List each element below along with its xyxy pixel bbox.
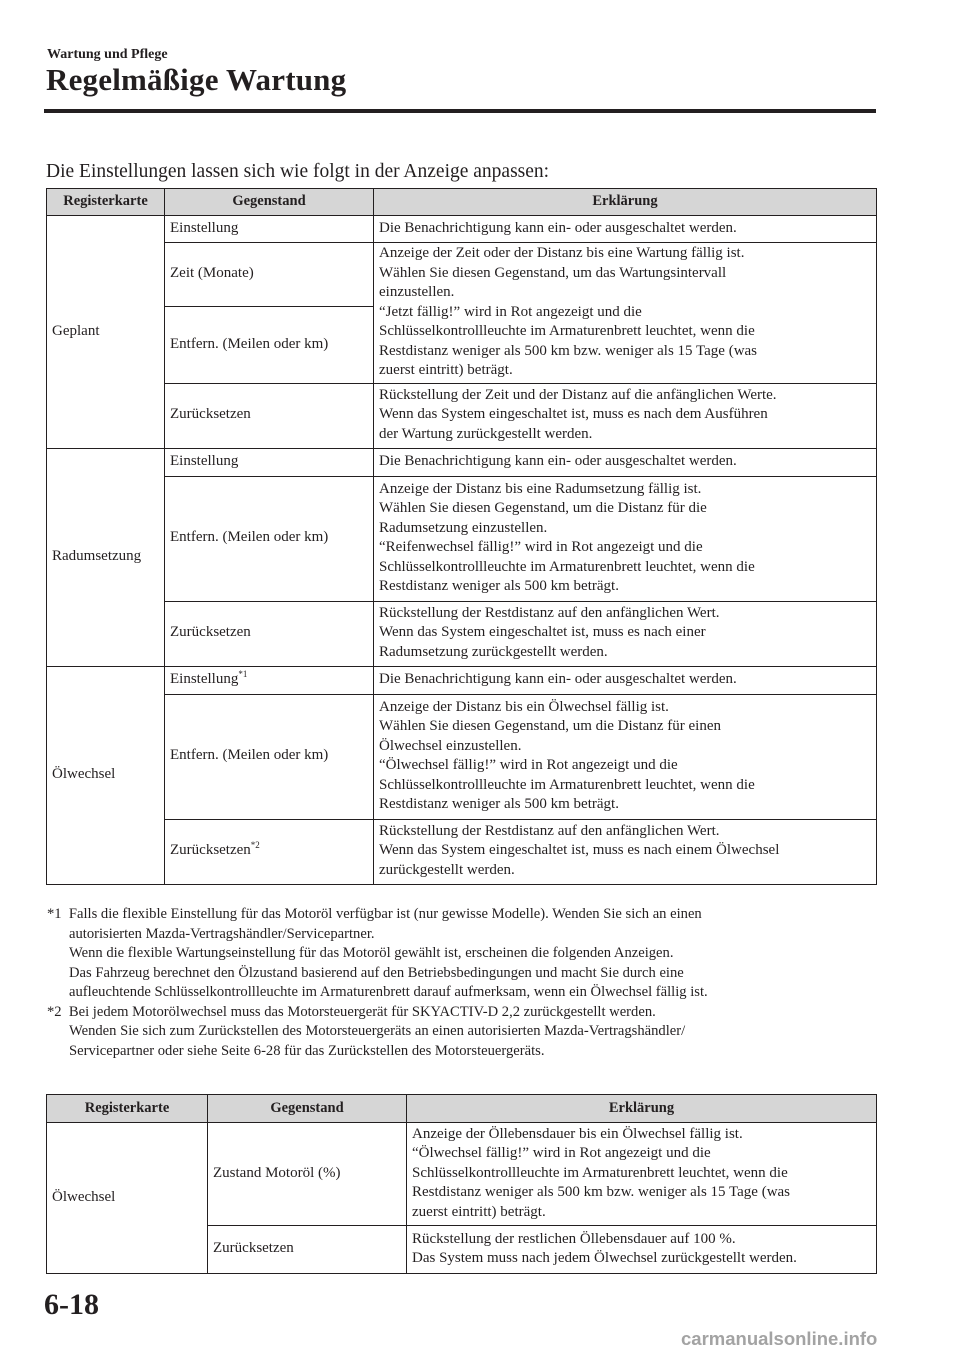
item-cell: Zeit (Monate) — [165, 243, 374, 307]
table-row — [47, 448, 877, 476]
category-cell: Geplant — [47, 216, 165, 449]
item-label: Zurücksetzen — [170, 842, 251, 859]
header-registerkarte: Registerkarte — [47, 189, 165, 216]
item-cell: Entfern. (Meilen oder km) — [165, 694, 374, 819]
footnote-marker: *2 — [250, 840, 260, 851]
footnote-marker: *1 — [238, 668, 248, 679]
footnote-line: Servicepartner oder siehe Seite 6-28 für das Zurückstellen des Motorsteuergeräts. — [69, 1042, 545, 1059]
table-row — [47, 819, 877, 884]
explanation-cell: Rückstellung der Restdistanz auf den anfänglichen Wert. Wenn das System eingeschaltet ist, muss es nach einer Radumsetzung zurückgestellt werden. — [374, 601, 877, 666]
footnote-mark: *1 — [47, 906, 62, 922]
page-title: Regelmäßige Wartung — [46, 62, 347, 97]
category-cell: Radumsetzung — [47, 448, 165, 666]
footnote-line: Wenden Sie sich zum Zurückstellen des Motorsteuergeräts an einen autorisierten Mazda-Vertragshändler/ — [69, 1023, 686, 1039]
category-cell: Ölwechsel — [47, 1123, 208, 1274]
intro-text: Die Einstellungen lassen sich wie folgt in der Anzeige anpassen: — [46, 161, 550, 182]
explanation-cell: Anzeige der Distanz bis eine Radumsetzung fällig ist. Wählen Sie diesen Gegenstand, um die Distanz für die Radumsetzung einzustellen. “Reifenwechsel fällig!” wird in Rot angezeigt und die Schlüsselkontrollleuchte im Armaturenbrett leuchtet, wenn die Restdistanz weniger als 500 km beträgt. — [374, 476, 877, 601]
table-row — [47, 383, 877, 448]
table-row — [47, 476, 877, 601]
table-row — [47, 601, 877, 666]
item-cell: Entfern. (Meilen oder km) — [165, 476, 374, 601]
table-row — [47, 666, 877, 694]
footnote-line: Das Fahrzeug berechnet den Ölzustand basierend auf den Betriebsbedingungen und macht Sie durch eine — [69, 964, 684, 981]
item-label: Einstellung — [170, 670, 239, 687]
table-row — [47, 216, 877, 243]
explanation-cell: Die Benachrichtigung kann ein- oder ausgeschaltet werden. — [374, 216, 877, 243]
item-cell: Zurücksetzen — [208, 1226, 407, 1274]
item-cell: Zustand Motoröl (%) — [208, 1123, 407, 1226]
footnote-line: autorisierten Mazda-Vertragshändler/Servicepartner. — [69, 925, 375, 942]
title-rule — [44, 109, 876, 113]
page-number: 6-18 — [44, 1288, 99, 1321]
footnote-line: *1 Falls die flexible Einstellung für das Motoröl verfügbar ist (nur gewisse Modelle). Wenden Sie sich an einen — [47, 906, 702, 922]
header-registerkarte: Registerkarte — [47, 1095, 208, 1123]
settings-table — [46, 188, 877, 885]
watermark: carmanualsonline.info — [681, 1328, 878, 1349]
item-cell: Einstellung — [165, 448, 374, 476]
footnote-line: aufleuchtende Schlüsselkontrollleuchte im Armaturenbrett darauf aufmerksam, wenn ein Ölwechsel fällig ist. — [69, 984, 708, 1000]
table-header-row — [47, 1095, 877, 1123]
category-cell: Ölwechsel — [47, 666, 165, 884]
footnote-line: *2 Bei jedem Motorölwechsel muss das Motorsteuergerät für SKYACTIV-D 2,2 zurückgestellt werden. — [47, 1003, 656, 1020]
table-row — [47, 243, 877, 307]
header-erklaerung: Erklärung — [374, 189, 877, 216]
item-cell — [165, 819, 374, 884]
explanation-cell: Rückstellung der restlichen Öllebensdauer auf 100 %. Das System muss nach jedem Ölwechsel zurückgestellt werden. — [407, 1226, 877, 1274]
explanation-cell: Die Benachrichtigung kann ein- oder ausgeschaltet werden. — [374, 448, 877, 476]
section-label: Wartung und Pflege — [47, 47, 168, 62]
footnotes — [47, 905, 873, 1061]
table-header-row — [47, 189, 877, 216]
explanation-cell: Anzeige der Zeit oder der Distanz bis eine Wartung fällig ist. Wählen Sie diesen Gegenstand, um das Wartungsintervall einzustellen. “Jetzt fällig!” wird in Rot angezeigt und die Schlüsselkontrollleuchte im Armaturenbrett leuchtet, wenn die Restdistanz weniger als 500 km bzw. weniger als 15 Tage (was zuerst eintritt) beträgt. — [374, 243, 877, 384]
header-gegenstand: Gegenstand — [208, 1095, 407, 1123]
oil-life-table — [46, 1094, 877, 1274]
explanation-cell: Die Benachrichtigung kann ein- oder ausgeschaltet werden. — [374, 666, 877, 694]
footnote-line: Wenn die flexible Wartungseinstellung für das Motoröl gewählt ist, erscheinen die folgenden Anzeigen. — [69, 945, 674, 961]
header-gegenstand: Gegenstand — [165, 189, 374, 216]
item-cell: Einstellung — [165, 216, 374, 243]
footnote-mark: *2 — [47, 1003, 62, 1020]
table-row — [47, 1123, 877, 1226]
table-row — [47, 694, 877, 819]
item-cell: Zurücksetzen — [165, 601, 374, 666]
item-cell: Entfern. (Meilen oder km) — [165, 307, 374, 383]
explanation-cell: Rückstellung der Zeit und der Distanz auf die anfänglichen Werte. Wenn das System eingeschaltet ist, muss es nach dem Ausführen der Wartung zurückgestellt werden. — [374, 383, 877, 448]
header-erklaerung: Erklärung — [407, 1095, 877, 1123]
explanation-cell: Anzeige der Öllebensdauer bis ein Ölwechsel fällig ist. “Ölwechsel fällig!” wird in Rot angezeigt und die Schlüsselkontrollleuchte im Armaturenbrett leuchtet, wenn die Restdistanz weniger als 500 km bzw. weniger als 15 Tage (was zuerst eintritt) beträgt. — [407, 1123, 877, 1226]
item-cell: Zurücksetzen — [165, 383, 374, 448]
explanation-cell: Anzeige der Distanz bis ein Ölwechsel fällig ist. Wählen Sie diesen Gegenstand, um die Distanz für einen Ölwechsel einzustellen. “Ölwechsel fällig!” wird in Rot angezeigt und die Schlüsselkontrollleuchte im Armaturenbrett leuchtet, wenn die Restdistanz weniger als 500 km beträgt. — [374, 694, 877, 819]
explanation-cell: Rückstellung der Restdistanz auf den anfänglichen Wert. Wenn das System eingeschaltet ist, muss es nach einem Ölwechsel zurückgestellt werden. — [374, 819, 877, 884]
item-cell — [165, 666, 374, 694]
